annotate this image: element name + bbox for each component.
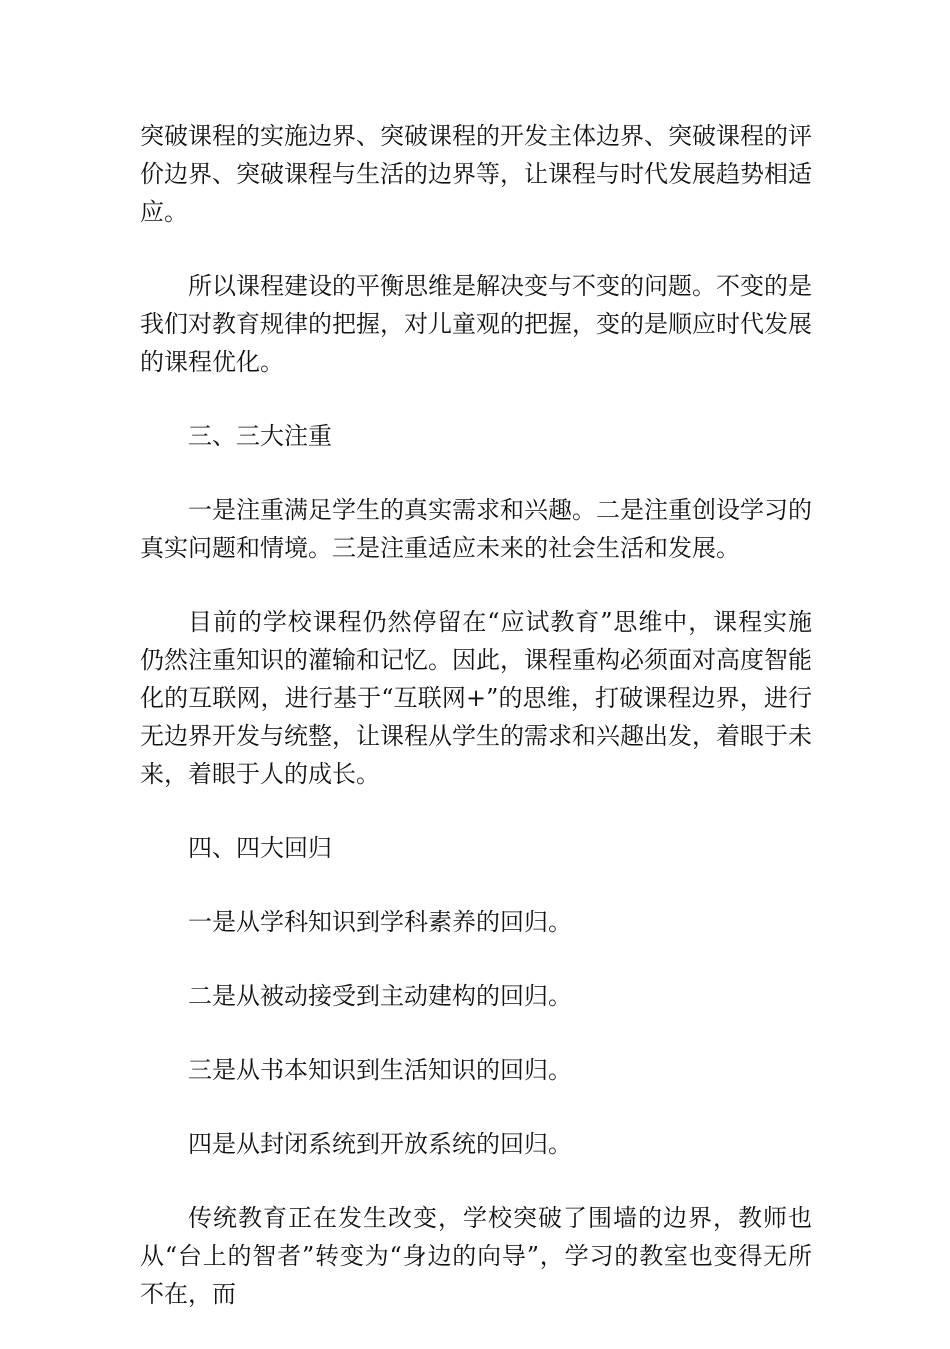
paragraph-three-focuses: 一是注重满足学生的真实需求和兴趣。二是注重创设学习的真实问题和情境。三是注重适应未来的社会生活和发展。 [140, 496, 812, 562]
list-item-return-two: 二是从被动接受到主动建构的回归。 [188, 982, 572, 1010]
list-item-return-three: 三是从书本知识到生活知识的回归。 [188, 1056, 572, 1084]
paragraph-current-curriculum: 目前的学校课程仍然停留在“应试教育”思维中，课程实施仍然注重知识的灌输和记忆。因此，课程重构必须面对高度智能化的互联网，进行基于“互联网+”的思维，打破课程边界，进行无边界开发与统整，让课程从学生的需求和兴趣出发，着眼于未来，着眼于人的成长。 [140, 608, 812, 788]
section-heading-three: 三、三大注重 [188, 422, 332, 450]
document-body [140, 117, 812, 1349]
paragraph-traditional-education: 传统教育正在发生改变，学校突破了围墙的边界，教师也从“台上的智者”转变为“身边的向导”，学习的教室也变得无所不在，而 [140, 1204, 812, 1308]
paragraph-balance-thinking: 所以课程建设的平衡思维是解决变与不变的问题。不变的是我们对教育规律的把握，对儿童观的把握，变的是顺应时代发展的课程优化。 [140, 272, 812, 376]
list-item-return-four: 四是从封闭系统到开放系统的回归。 [188, 1130, 572, 1158]
section-heading-four: 四、四大回归 [188, 834, 332, 862]
list-item-return-one: 一是从学科知识到学科素养的回归。 [188, 908, 572, 936]
paragraph-continuation: 突破课程的实施边界、突破课程的开发主体边界、突破课程的评价边界、突破课程与生活的边界等，让课程与时代发展趋势相适应。 [140, 122, 812, 226]
